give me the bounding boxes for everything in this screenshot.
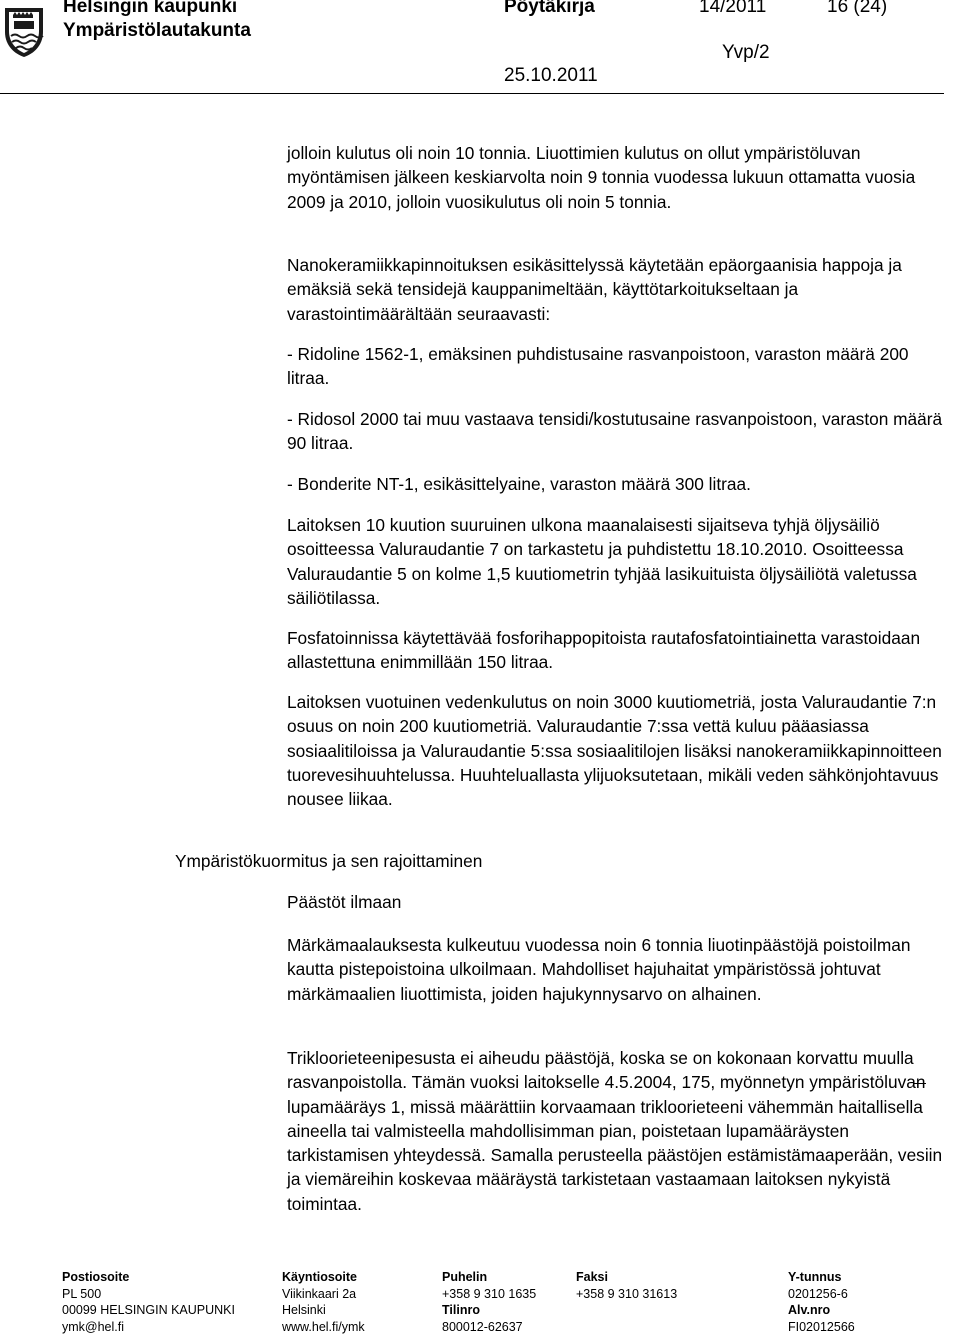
paragraph-phosphating: Fosfatoinnissa käytettävää fosforihappopitoista rautafosfatointiainetta varastoidaan allastettuna enimmillään 150 litraa. [287, 626, 947, 675]
footer-value: +358 9 310 1635 [442, 1286, 536, 1303]
footer-value: 0201256-6 [788, 1286, 855, 1303]
margin-change-mark [914, 1083, 926, 1084]
section-code: Yvp/2 [722, 42, 770, 64]
page-number: 16 (24) [827, 0, 887, 18]
footer-phone-column [442, 1269, 536, 1335]
list-item-ridosol: - Ridosol 2000 tai muu vastaava tensidi/kostutusaine rasvanpoistoon, varaston määrä 90 litraa. [287, 407, 947, 456]
list-item-bonderite: - Bonderite NT-1, esikäsittelyaine, varaston määrä 300 litraa. [287, 472, 947, 496]
footer-fax-column [576, 1269, 677, 1302]
paragraph-pretreatment: Nanokeramiikkapinnoituksen esikäsittelyssä käytetään epäorgaanisia happoja ja emäksiä sekä tensidejä kauppanimeltään, käyttötarkoitukseltaan ja varastointimäärältään seuraavasti: [287, 253, 947, 326]
footer-label: Tilinro [442, 1302, 536, 1319]
footer-label: Y-tunnus [788, 1269, 855, 1286]
footer-value: FI02012566 [788, 1319, 855, 1335]
document-type: Pöytäkirja [504, 0, 595, 18]
paragraph-oil-tank: Laitoksen 10 kuution suuruinen ulkona maanalaisesti sijaitseva tyhjä öljysäiliö osoitteessa Valuraudantie 7 on tarkastetu ja puhdistettu 18.10.2010. Osoitteessa Valuraudantie 5 on kolme 1,5 kuutiometrin tyhjää lasikuituista öljysäiliötä valetussa säiliötilassa. [287, 513, 947, 610]
footer-value: Viikinkaari 2a [282, 1286, 365, 1303]
footer-value: Helsinki [282, 1302, 365, 1319]
footer-email: ymk@hel.fi [62, 1319, 235, 1335]
paragraph-water-usage: Laitoksen vuotuinen vedenkulutus on noin 3000 kuutiometriä, josta Valuraudantie 7:n osuus on noin 200 kuutiometriä. Valuraudantie 7:ssa vettä kuluu pääasiassa sosiaalitiloissa ja Valuraudantie 5:ssa sosiaalitilojen lisäksi nanokeramiikkapinnoitteen tuorevesihuuhtelussa. Huuhteluallasta ylijuoksutetaan, mikäli veden sähkönjohtavuus nousee liikaa. [287, 690, 947, 811]
footer-website: www.hel.fi/ymk [282, 1319, 365, 1335]
helsinki-crest-logo [3, 6, 45, 58]
footer-label: Puhelin [442, 1269, 536, 1286]
list-item-ridoline: - Ridoline 1562-1, emäksinen puhdistusaine rasvanpoistoon, varaston määrä 200 litraa. [287, 342, 947, 391]
paragraph-trichloroethylene: Trikloorieteenipesusta ei aiheudu päästöjä, koska se on kokonaan korvattu muulla rasvanpoistolla. Tämän vuoksi laitokselle 4.5.2004, 175, myönnetyn ympäristöluvan lupamääräys 1, missä määrättiin korvaamaan trikloorieteeni vähemmän haitallisella aineella tai valmisteella mahdollisimman pian, poistetaan lupamääräysten tarkistamisen yhteydessä. Samalla perusteella päästöjen estämistämaaperään, vesiin ja viemäreihin koskevaa määräystä tarkistetaan vastaamaan laitoksen nykyistä toimintaa. [287, 1046, 947, 1216]
meeting-date: 25.10.2011 [504, 65, 598, 87]
footer-ytunnus-column [788, 1269, 855, 1335]
footer-value: 800012-62637 [442, 1319, 536, 1335]
footer-label: Käyntiosoite [282, 1269, 365, 1286]
footer-visit-column [282, 1269, 365, 1335]
subheading-air-emissions: Päästöt ilmaan [287, 892, 401, 913]
footer-value: PL 500 [62, 1286, 235, 1303]
header-divider [0, 93, 944, 94]
committee-name: Ympäristölautakunta [63, 20, 251, 42]
document-number: 14/2011 [699, 0, 766, 18]
footer-postal-column [62, 1269, 235, 1335]
section-heading: Ympäristökuormitus ja sen rajoittaminen [175, 851, 482, 872]
footer-value: +358 9 310 31613 [576, 1286, 677, 1303]
paragraph-wet-painting: Märkämaalauksesta kulkeutuu vuodessa noin 6 tonnia liuotinpäästöjä poistoilman kautta pistepoistoina ulkoilmaan. Mahdolliset hajuhaitat ympäristössä johtuvat märkämaalien liuottimista, joiden hajukynnysarvo on alhainen. [287, 933, 947, 1006]
organization-name: Helsingin kaupunki [63, 0, 237, 18]
footer-label: Faksi [576, 1269, 677, 1286]
footer-label: Alv.nro [788, 1302, 855, 1319]
paragraph-consumption: jolloin kulutus oli noin 10 tonnia. Liuottimien kulutus on ollut ympäristöluvan myöntämisen jälkeen keskiarvolta noin 9 tonnia vuodessa lukuun ottamatta vuosia 2009 ja 2010, jolloin vuosikulutus oli noin 5 tonnia. [287, 141, 947, 214]
footer-label: Postiosoite [62, 1269, 235, 1286]
footer-value: 00099 HELSINGIN KAUPUNKI [62, 1302, 235, 1319]
